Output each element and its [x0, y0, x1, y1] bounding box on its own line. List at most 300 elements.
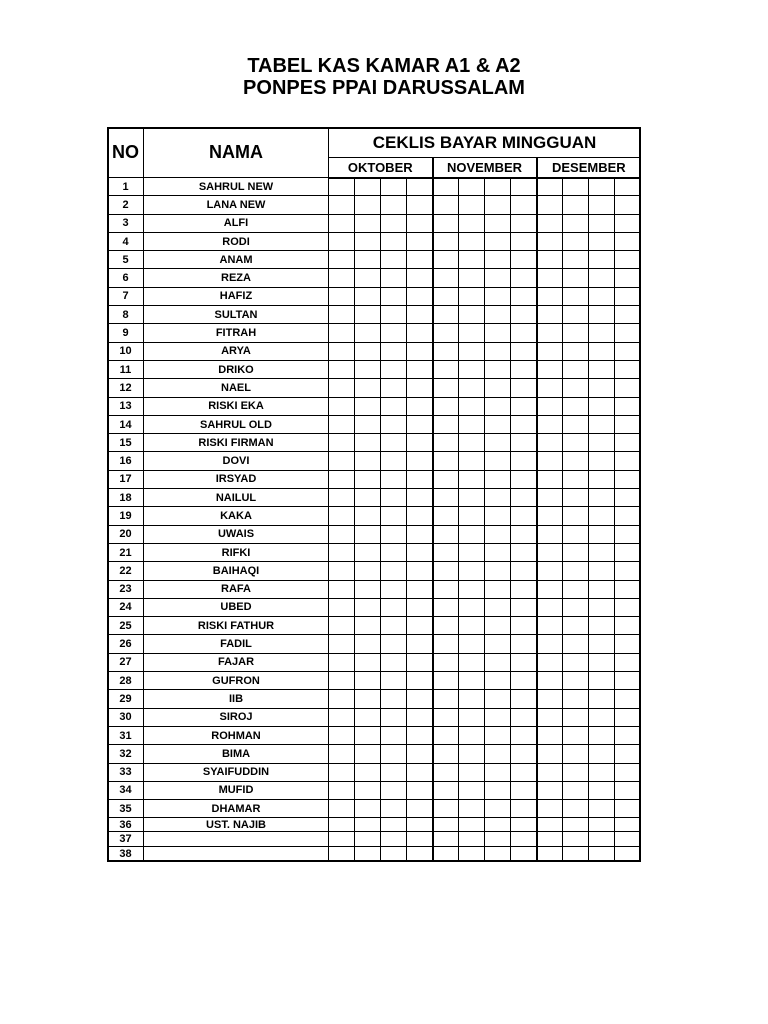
- week-checkbox-cell[interactable]: [381, 269, 407, 287]
- week-checkbox-cell[interactable]: [433, 489, 459, 507]
- week-checkbox-cell[interactable]: [485, 832, 511, 847]
- week-checkbox-cell[interactable]: [511, 397, 537, 415]
- week-checkbox-cell[interactable]: [433, 452, 459, 470]
- week-checkbox-cell[interactable]: [433, 251, 459, 269]
- week-checkbox-cell[interactable]: [433, 397, 459, 415]
- week-checkbox-cell[interactable]: [563, 470, 589, 488]
- week-checkbox-cell[interactable]: [329, 745, 355, 763]
- week-checkbox-cell[interactable]: [407, 800, 433, 818]
- week-checkbox-cell[interactable]: [485, 269, 511, 287]
- week-checkbox-cell[interactable]: [615, 507, 641, 525]
- week-checkbox-cell[interactable]: [355, 306, 381, 324]
- week-checkbox-cell[interactable]: [563, 342, 589, 360]
- week-checkbox-cell[interactable]: [329, 617, 355, 635]
- week-checkbox-cell[interactable]: [511, 763, 537, 781]
- week-checkbox-cell[interactable]: [485, 470, 511, 488]
- week-checkbox-cell[interactable]: [381, 470, 407, 488]
- week-checkbox-cell[interactable]: [407, 251, 433, 269]
- week-checkbox-cell[interactable]: [537, 397, 563, 415]
- week-checkbox-cell[interactable]: [459, 832, 485, 847]
- week-checkbox-cell[interactable]: [433, 342, 459, 360]
- week-checkbox-cell[interactable]: [563, 379, 589, 397]
- week-checkbox-cell[interactable]: [615, 306, 641, 324]
- week-checkbox-cell[interactable]: [433, 635, 459, 653]
- week-checkbox-cell[interactable]: [459, 781, 485, 799]
- week-checkbox-cell[interactable]: [511, 781, 537, 799]
- week-checkbox-cell[interactable]: [381, 832, 407, 847]
- week-checkbox-cell[interactable]: [407, 287, 433, 305]
- week-checkbox-cell[interactable]: [537, 832, 563, 847]
- week-checkbox-cell[interactable]: [381, 360, 407, 378]
- week-checkbox-cell[interactable]: [329, 434, 355, 452]
- week-checkbox-cell[interactable]: [407, 489, 433, 507]
- week-checkbox-cell[interactable]: [459, 635, 485, 653]
- week-checkbox-cell[interactable]: [485, 251, 511, 269]
- week-checkbox-cell[interactable]: [563, 745, 589, 763]
- week-checkbox-cell[interactable]: [381, 847, 407, 862]
- week-checkbox-cell[interactable]: [407, 818, 433, 832]
- week-checkbox-cell[interactable]: [589, 562, 615, 580]
- week-checkbox-cell[interactable]: [589, 800, 615, 818]
- week-checkbox-cell[interactable]: [563, 452, 589, 470]
- week-checkbox-cell[interactable]: [355, 214, 381, 232]
- week-checkbox-cell[interactable]: [511, 214, 537, 232]
- week-checkbox-cell[interactable]: [433, 324, 459, 342]
- week-checkbox-cell[interactable]: [589, 543, 615, 561]
- week-checkbox-cell[interactable]: [589, 653, 615, 671]
- week-checkbox-cell[interactable]: [433, 708, 459, 726]
- week-checkbox-cell[interactable]: [511, 800, 537, 818]
- week-checkbox-cell[interactable]: [355, 269, 381, 287]
- week-checkbox-cell[interactable]: [589, 287, 615, 305]
- week-checkbox-cell[interactable]: [329, 781, 355, 799]
- week-checkbox-cell[interactable]: [381, 342, 407, 360]
- week-checkbox-cell[interactable]: [589, 818, 615, 832]
- week-checkbox-cell[interactable]: [563, 178, 589, 196]
- week-checkbox-cell[interactable]: [537, 196, 563, 214]
- week-checkbox-cell[interactable]: [537, 708, 563, 726]
- week-checkbox-cell[interactable]: [615, 379, 641, 397]
- week-checkbox-cell[interactable]: [615, 847, 641, 862]
- week-checkbox-cell[interactable]: [381, 763, 407, 781]
- week-checkbox-cell[interactable]: [381, 672, 407, 690]
- week-checkbox-cell[interactable]: [615, 269, 641, 287]
- week-checkbox-cell[interactable]: [511, 489, 537, 507]
- week-checkbox-cell[interactable]: [589, 214, 615, 232]
- week-checkbox-cell[interactable]: [537, 543, 563, 561]
- week-checkbox-cell[interactable]: [563, 489, 589, 507]
- week-checkbox-cell[interactable]: [511, 251, 537, 269]
- week-checkbox-cell[interactable]: [563, 708, 589, 726]
- week-checkbox-cell[interactable]: [485, 360, 511, 378]
- week-checkbox-cell[interactable]: [381, 690, 407, 708]
- week-checkbox-cell[interactable]: [589, 763, 615, 781]
- week-checkbox-cell[interactable]: [537, 434, 563, 452]
- week-checkbox-cell[interactable]: [329, 269, 355, 287]
- week-checkbox-cell[interactable]: [459, 196, 485, 214]
- week-checkbox-cell[interactable]: [381, 598, 407, 616]
- week-checkbox-cell[interactable]: [355, 525, 381, 543]
- week-checkbox-cell[interactable]: [485, 196, 511, 214]
- week-checkbox-cell[interactable]: [485, 324, 511, 342]
- week-checkbox-cell[interactable]: [329, 232, 355, 250]
- week-checkbox-cell[interactable]: [381, 617, 407, 635]
- week-checkbox-cell[interactable]: [355, 251, 381, 269]
- week-checkbox-cell[interactable]: [433, 672, 459, 690]
- week-checkbox-cell[interactable]: [589, 360, 615, 378]
- week-checkbox-cell[interactable]: [407, 232, 433, 250]
- week-checkbox-cell[interactable]: [355, 781, 381, 799]
- week-checkbox-cell[interactable]: [589, 672, 615, 690]
- week-checkbox-cell[interactable]: [485, 562, 511, 580]
- week-checkbox-cell[interactable]: [355, 690, 381, 708]
- week-checkbox-cell[interactable]: [537, 360, 563, 378]
- week-checkbox-cell[interactable]: [433, 214, 459, 232]
- week-checkbox-cell[interactable]: [407, 360, 433, 378]
- week-checkbox-cell[interactable]: [355, 434, 381, 452]
- week-checkbox-cell[interactable]: [329, 580, 355, 598]
- week-checkbox-cell[interactable]: [511, 415, 537, 433]
- week-checkbox-cell[interactable]: [355, 324, 381, 342]
- week-checkbox-cell[interactable]: [615, 452, 641, 470]
- week-checkbox-cell[interactable]: [329, 214, 355, 232]
- week-checkbox-cell[interactable]: [485, 543, 511, 561]
- week-checkbox-cell[interactable]: [615, 653, 641, 671]
- week-checkbox-cell[interactable]: [407, 726, 433, 744]
- week-checkbox-cell[interactable]: [537, 178, 563, 196]
- week-checkbox-cell[interactable]: [355, 763, 381, 781]
- week-checkbox-cell[interactable]: [485, 525, 511, 543]
- week-checkbox-cell[interactable]: [407, 415, 433, 433]
- week-checkbox-cell[interactable]: [615, 470, 641, 488]
- week-checkbox-cell[interactable]: [381, 452, 407, 470]
- week-checkbox-cell[interactable]: [433, 580, 459, 598]
- week-checkbox-cell[interactable]: [537, 306, 563, 324]
- week-checkbox-cell[interactable]: [563, 832, 589, 847]
- week-checkbox-cell[interactable]: [329, 653, 355, 671]
- week-checkbox-cell[interactable]: [511, 653, 537, 671]
- week-checkbox-cell[interactable]: [433, 781, 459, 799]
- week-checkbox-cell[interactable]: [563, 847, 589, 862]
- week-checkbox-cell[interactable]: [355, 745, 381, 763]
- week-checkbox-cell[interactable]: [511, 562, 537, 580]
- week-checkbox-cell[interactable]: [355, 379, 381, 397]
- week-checkbox-cell[interactable]: [615, 232, 641, 250]
- week-checkbox-cell[interactable]: [433, 726, 459, 744]
- week-checkbox-cell[interactable]: [459, 726, 485, 744]
- week-checkbox-cell[interactable]: [485, 489, 511, 507]
- week-checkbox-cell[interactable]: [563, 360, 589, 378]
- week-checkbox-cell[interactable]: [459, 306, 485, 324]
- week-checkbox-cell[interactable]: [459, 763, 485, 781]
- week-checkbox-cell[interactable]: [459, 617, 485, 635]
- week-checkbox-cell[interactable]: [355, 818, 381, 832]
- week-checkbox-cell[interactable]: [433, 415, 459, 433]
- week-checkbox-cell[interactable]: [511, 232, 537, 250]
- week-checkbox-cell[interactable]: [537, 617, 563, 635]
- week-checkbox-cell[interactable]: [329, 562, 355, 580]
- week-checkbox-cell[interactable]: [485, 287, 511, 305]
- week-checkbox-cell[interactable]: [407, 306, 433, 324]
- week-checkbox-cell[interactable]: [329, 324, 355, 342]
- week-checkbox-cell[interactable]: [563, 635, 589, 653]
- week-checkbox-cell[interactable]: [589, 580, 615, 598]
- week-checkbox-cell[interactable]: [355, 617, 381, 635]
- week-checkbox-cell[interactable]: [563, 672, 589, 690]
- week-checkbox-cell[interactable]: [459, 178, 485, 196]
- week-checkbox-cell[interactable]: [511, 306, 537, 324]
- week-checkbox-cell[interactable]: [511, 745, 537, 763]
- week-checkbox-cell[interactable]: [459, 489, 485, 507]
- week-checkbox-cell[interactable]: [537, 525, 563, 543]
- week-checkbox-cell[interactable]: [459, 598, 485, 616]
- week-checkbox-cell[interactable]: [329, 342, 355, 360]
- week-checkbox-cell[interactable]: [329, 452, 355, 470]
- week-checkbox-cell[interactable]: [355, 726, 381, 744]
- week-checkbox-cell[interactable]: [407, 617, 433, 635]
- week-checkbox-cell[interactable]: [589, 525, 615, 543]
- week-checkbox-cell[interactable]: [355, 598, 381, 616]
- week-checkbox-cell[interactable]: [355, 562, 381, 580]
- week-checkbox-cell[interactable]: [355, 287, 381, 305]
- week-checkbox-cell[interactable]: [433, 178, 459, 196]
- week-checkbox-cell[interactable]: [589, 452, 615, 470]
- week-checkbox-cell[interactable]: [537, 781, 563, 799]
- week-checkbox-cell[interactable]: [589, 617, 615, 635]
- week-checkbox-cell[interactable]: [615, 214, 641, 232]
- week-checkbox-cell[interactable]: [433, 196, 459, 214]
- week-checkbox-cell[interactable]: [329, 470, 355, 488]
- week-checkbox-cell[interactable]: [329, 543, 355, 561]
- week-checkbox-cell[interactable]: [615, 617, 641, 635]
- week-checkbox-cell[interactable]: [459, 580, 485, 598]
- week-checkbox-cell[interactable]: [407, 781, 433, 799]
- week-checkbox-cell[interactable]: [511, 324, 537, 342]
- week-checkbox-cell[interactable]: [459, 672, 485, 690]
- week-checkbox-cell[interactable]: [329, 708, 355, 726]
- week-checkbox-cell[interactable]: [615, 562, 641, 580]
- week-checkbox-cell[interactable]: [381, 800, 407, 818]
- week-checkbox-cell[interactable]: [329, 306, 355, 324]
- week-checkbox-cell[interactable]: [433, 598, 459, 616]
- week-checkbox-cell[interactable]: [459, 470, 485, 488]
- week-checkbox-cell[interactable]: [407, 470, 433, 488]
- week-checkbox-cell[interactable]: [563, 324, 589, 342]
- week-checkbox-cell[interactable]: [615, 708, 641, 726]
- week-checkbox-cell[interactable]: [537, 672, 563, 690]
- week-checkbox-cell[interactable]: [381, 580, 407, 598]
- week-checkbox-cell[interactable]: [407, 178, 433, 196]
- week-checkbox-cell[interactable]: [511, 708, 537, 726]
- week-checkbox-cell[interactable]: [563, 781, 589, 799]
- week-checkbox-cell[interactable]: [381, 489, 407, 507]
- week-checkbox-cell[interactable]: [485, 580, 511, 598]
- week-checkbox-cell[interactable]: [537, 489, 563, 507]
- week-checkbox-cell[interactable]: [615, 781, 641, 799]
- week-checkbox-cell[interactable]: [537, 415, 563, 433]
- week-checkbox-cell[interactable]: [459, 324, 485, 342]
- week-checkbox-cell[interactable]: [615, 635, 641, 653]
- week-checkbox-cell[interactable]: [563, 507, 589, 525]
- week-checkbox-cell[interactable]: [433, 745, 459, 763]
- week-checkbox-cell[interactable]: [537, 507, 563, 525]
- week-checkbox-cell[interactable]: [355, 397, 381, 415]
- week-checkbox-cell[interactable]: [433, 507, 459, 525]
- week-checkbox-cell[interactable]: [407, 708, 433, 726]
- week-checkbox-cell[interactable]: [433, 690, 459, 708]
- week-checkbox-cell[interactable]: [459, 653, 485, 671]
- week-checkbox-cell[interactable]: [407, 562, 433, 580]
- week-checkbox-cell[interactable]: [511, 287, 537, 305]
- week-checkbox-cell[interactable]: [563, 232, 589, 250]
- week-checkbox-cell[interactable]: [381, 635, 407, 653]
- week-checkbox-cell[interactable]: [485, 818, 511, 832]
- week-checkbox-cell[interactable]: [485, 306, 511, 324]
- week-checkbox-cell[interactable]: [407, 690, 433, 708]
- week-checkbox-cell[interactable]: [589, 232, 615, 250]
- week-checkbox-cell[interactable]: [589, 635, 615, 653]
- week-checkbox-cell[interactable]: [433, 525, 459, 543]
- week-checkbox-cell[interactable]: [381, 178, 407, 196]
- week-checkbox-cell[interactable]: [563, 653, 589, 671]
- week-checkbox-cell[interactable]: [589, 489, 615, 507]
- week-checkbox-cell[interactable]: [329, 287, 355, 305]
- week-checkbox-cell[interactable]: [589, 306, 615, 324]
- week-checkbox-cell[interactable]: [381, 781, 407, 799]
- week-checkbox-cell[interactable]: [381, 507, 407, 525]
- week-checkbox-cell[interactable]: [329, 489, 355, 507]
- week-checkbox-cell[interactable]: [615, 543, 641, 561]
- week-checkbox-cell[interactable]: [433, 617, 459, 635]
- week-checkbox-cell[interactable]: [563, 800, 589, 818]
- week-checkbox-cell[interactable]: [589, 598, 615, 616]
- week-checkbox-cell[interactable]: [615, 342, 641, 360]
- week-checkbox-cell[interactable]: [511, 269, 537, 287]
- week-checkbox-cell[interactable]: [511, 342, 537, 360]
- week-checkbox-cell[interactable]: [537, 580, 563, 598]
- week-checkbox-cell[interactable]: [459, 251, 485, 269]
- week-checkbox-cell[interactable]: [407, 397, 433, 415]
- week-checkbox-cell[interactable]: [459, 287, 485, 305]
- week-checkbox-cell[interactable]: [563, 617, 589, 635]
- week-checkbox-cell[interactable]: [407, 525, 433, 543]
- week-checkbox-cell[interactable]: [433, 562, 459, 580]
- week-checkbox-cell[interactable]: [329, 397, 355, 415]
- week-checkbox-cell[interactable]: [485, 690, 511, 708]
- week-checkbox-cell[interactable]: [407, 847, 433, 862]
- week-checkbox-cell[interactable]: [459, 452, 485, 470]
- week-checkbox-cell[interactable]: [537, 379, 563, 397]
- week-checkbox-cell[interactable]: [459, 818, 485, 832]
- week-checkbox-cell[interactable]: [589, 434, 615, 452]
- week-checkbox-cell[interactable]: [433, 269, 459, 287]
- week-checkbox-cell[interactable]: [329, 800, 355, 818]
- week-checkbox-cell[interactable]: [485, 178, 511, 196]
- week-checkbox-cell[interactable]: [589, 745, 615, 763]
- week-checkbox-cell[interactable]: [485, 214, 511, 232]
- week-checkbox-cell[interactable]: [381, 415, 407, 433]
- week-checkbox-cell[interactable]: [355, 489, 381, 507]
- week-checkbox-cell[interactable]: [563, 397, 589, 415]
- week-checkbox-cell[interactable]: [459, 434, 485, 452]
- week-checkbox-cell[interactable]: [563, 726, 589, 744]
- week-checkbox-cell[interactable]: [511, 672, 537, 690]
- week-checkbox-cell[interactable]: [511, 818, 537, 832]
- week-checkbox-cell[interactable]: [563, 434, 589, 452]
- week-checkbox-cell[interactable]: [381, 379, 407, 397]
- week-checkbox-cell[interactable]: [537, 847, 563, 862]
- week-checkbox-cell[interactable]: [329, 251, 355, 269]
- week-checkbox-cell[interactable]: [485, 635, 511, 653]
- week-checkbox-cell[interactable]: [485, 397, 511, 415]
- week-checkbox-cell[interactable]: [563, 763, 589, 781]
- week-checkbox-cell[interactable]: [407, 653, 433, 671]
- week-checkbox-cell[interactable]: [459, 379, 485, 397]
- week-checkbox-cell[interactable]: [537, 251, 563, 269]
- week-checkbox-cell[interactable]: [615, 415, 641, 433]
- week-checkbox-cell[interactable]: [589, 324, 615, 342]
- week-checkbox-cell[interactable]: [615, 818, 641, 832]
- week-checkbox-cell[interactable]: [615, 434, 641, 452]
- week-checkbox-cell[interactable]: [355, 672, 381, 690]
- week-checkbox-cell[interactable]: [355, 580, 381, 598]
- week-checkbox-cell[interactable]: [563, 287, 589, 305]
- week-checkbox-cell[interactable]: [407, 342, 433, 360]
- week-checkbox-cell[interactable]: [511, 580, 537, 598]
- week-checkbox-cell[interactable]: [433, 847, 459, 862]
- week-checkbox-cell[interactable]: [537, 287, 563, 305]
- week-checkbox-cell[interactable]: [485, 763, 511, 781]
- week-checkbox-cell[interactable]: [485, 342, 511, 360]
- week-checkbox-cell[interactable]: [433, 287, 459, 305]
- week-checkbox-cell[interactable]: [433, 653, 459, 671]
- week-checkbox-cell[interactable]: [511, 178, 537, 196]
- week-checkbox-cell[interactable]: [381, 708, 407, 726]
- week-checkbox-cell[interactable]: [563, 251, 589, 269]
- week-checkbox-cell[interactable]: [537, 653, 563, 671]
- week-checkbox-cell[interactable]: [615, 489, 641, 507]
- week-checkbox-cell[interactable]: [329, 178, 355, 196]
- week-checkbox-cell[interactable]: [459, 342, 485, 360]
- week-checkbox-cell[interactable]: [355, 360, 381, 378]
- week-checkbox-cell[interactable]: [485, 708, 511, 726]
- week-checkbox-cell[interactable]: [381, 562, 407, 580]
- week-checkbox-cell[interactable]: [407, 196, 433, 214]
- week-checkbox-cell[interactable]: [329, 635, 355, 653]
- week-checkbox-cell[interactable]: [407, 580, 433, 598]
- week-checkbox-cell[interactable]: [459, 360, 485, 378]
- week-checkbox-cell[interactable]: [485, 847, 511, 862]
- week-checkbox-cell[interactable]: [459, 415, 485, 433]
- week-checkbox-cell[interactable]: [563, 196, 589, 214]
- week-checkbox-cell[interactable]: [563, 543, 589, 561]
- week-checkbox-cell[interactable]: [485, 452, 511, 470]
- week-checkbox-cell[interactable]: [459, 562, 485, 580]
- week-checkbox-cell[interactable]: [485, 617, 511, 635]
- week-checkbox-cell[interactable]: [485, 672, 511, 690]
- week-checkbox-cell[interactable]: [537, 598, 563, 616]
- week-checkbox-cell[interactable]: [589, 847, 615, 862]
- week-checkbox-cell[interactable]: [563, 415, 589, 433]
- week-checkbox-cell[interactable]: [563, 562, 589, 580]
- week-checkbox-cell[interactable]: [589, 397, 615, 415]
- week-checkbox-cell[interactable]: [407, 452, 433, 470]
- week-checkbox-cell[interactable]: [589, 726, 615, 744]
- week-checkbox-cell[interactable]: [459, 847, 485, 862]
- week-checkbox-cell[interactable]: [589, 269, 615, 287]
- week-checkbox-cell[interactable]: [537, 562, 563, 580]
- week-checkbox-cell[interactable]: [511, 543, 537, 561]
